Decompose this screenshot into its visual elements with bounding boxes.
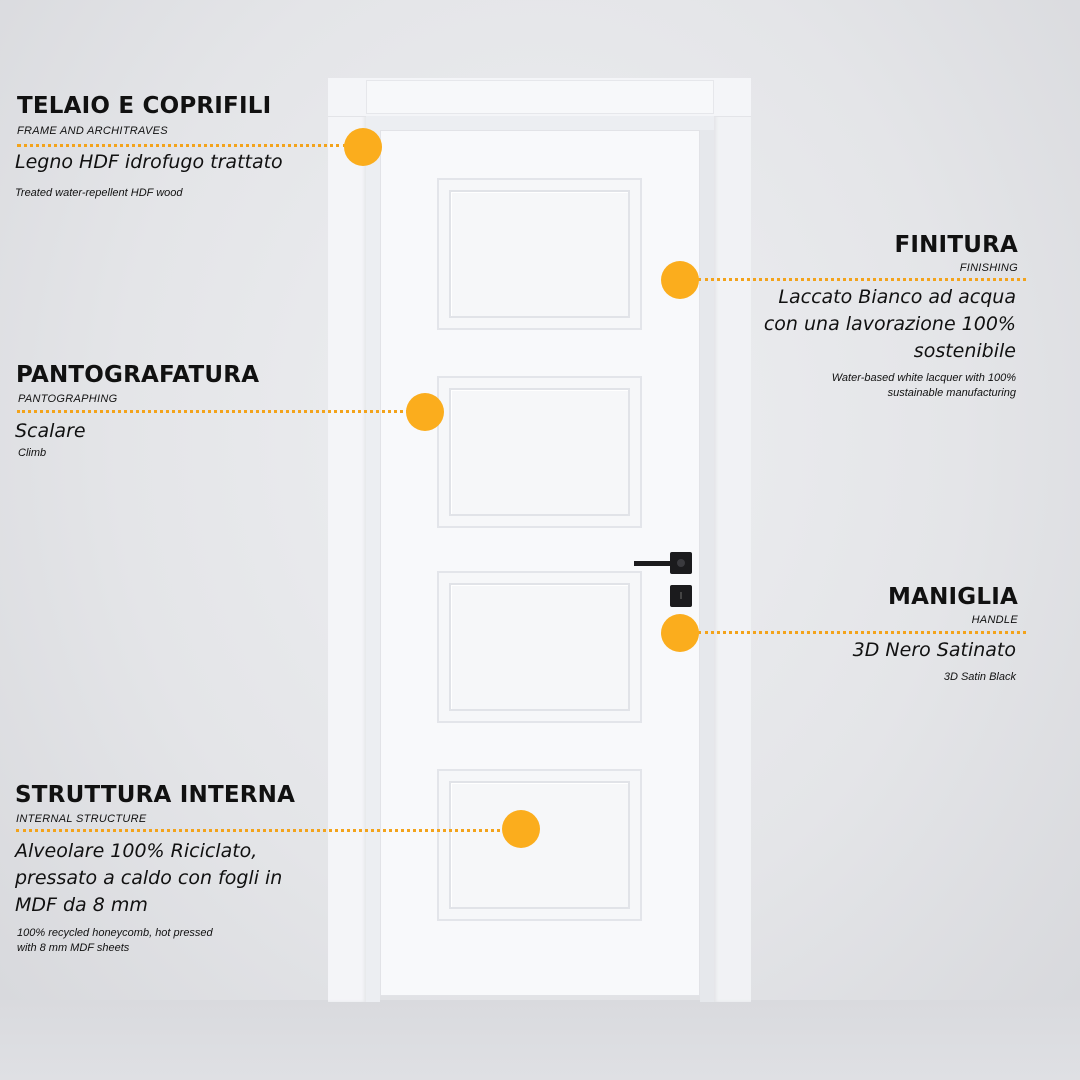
frame-hotspot-dot xyxy=(344,128,382,166)
finish-translation xyxy=(756,371,1016,401)
structure-translation-line-2: with 8 mm MDF sheets xyxy=(17,942,130,954)
architrave-left xyxy=(328,78,366,1002)
finish-translation-line-2: sustainable manufacturing xyxy=(887,387,1016,399)
jamb-left xyxy=(366,116,380,1002)
architrave-top-molding xyxy=(366,80,714,114)
architrave-right xyxy=(714,78,751,1002)
frame-leader-line xyxy=(17,144,347,147)
structure-value xyxy=(15,838,315,919)
handle-leader-line xyxy=(698,631,1026,634)
handle-value: 3D Nero Satinato xyxy=(852,639,1016,661)
engraving-subtitle: PANTOGRAPHING xyxy=(18,393,118,405)
structure-value-line-2: pressato a caldo con fogli in xyxy=(15,867,283,889)
frame-value: Legno HDF idrofugo trattato xyxy=(15,151,283,173)
jamb-top xyxy=(366,116,714,130)
finish-title: FINITURA xyxy=(894,232,1018,258)
finish-value-line-3: sostenibile xyxy=(913,340,1016,362)
door-panel-3 xyxy=(437,571,642,723)
structure-leader-line xyxy=(16,829,506,832)
structure-translation xyxy=(17,926,277,956)
handle-title: MANIGLIA xyxy=(888,584,1018,610)
finish-subtitle: FINISHING xyxy=(959,262,1018,274)
handle-hotspot-dot xyxy=(661,614,699,652)
finish-value xyxy=(696,284,1016,365)
finish-translation-line-1: Water-based white lacquer with 100% xyxy=(831,372,1016,384)
frame-subtitle: FRAME AND ARCHITRAVES xyxy=(17,125,168,137)
structure-hotspot-dot xyxy=(502,810,540,848)
finish-value-line-2: con una lavorazione 100% xyxy=(763,313,1016,335)
engraving-translation: Climb xyxy=(18,447,47,459)
jamb-right xyxy=(700,116,714,1002)
frame-title: TELAIO E COPRIFILI xyxy=(17,93,272,119)
door-panel-2 xyxy=(437,376,642,528)
engraving-leader-line xyxy=(17,410,409,413)
structure-subtitle: INTERNAL STRUCTURE xyxy=(16,813,147,825)
handle-rose xyxy=(670,552,692,574)
handle-translation: 3D Satin Black xyxy=(943,671,1016,683)
door-panel-4 xyxy=(437,769,642,921)
handle-subtitle: HANDLE xyxy=(971,614,1018,626)
door-panel-1 xyxy=(437,178,642,330)
finish-leader-line xyxy=(698,278,1026,281)
handle-keyhole xyxy=(670,585,692,607)
structure-title: STRUTTURA INTERNA xyxy=(15,782,296,808)
structure-value-line-1: Alveolare 100% Riciclato, xyxy=(15,840,258,862)
finish-hotspot-dot xyxy=(661,261,699,299)
engraving-value: Scalare xyxy=(15,420,86,442)
structure-translation-line-1: 100% recycled honeycomb, hot pressed xyxy=(17,927,213,939)
engraving-title: PANTOGRAFATURA xyxy=(16,362,260,388)
engraving-hotspot-dot xyxy=(406,393,444,431)
finish-value-line-1: Laccato Bianco ad acqua xyxy=(778,286,1016,308)
structure-value-line-3: MDF da 8 mm xyxy=(15,894,148,916)
frame-translation: Treated water-repellent HDF wood xyxy=(15,187,183,199)
